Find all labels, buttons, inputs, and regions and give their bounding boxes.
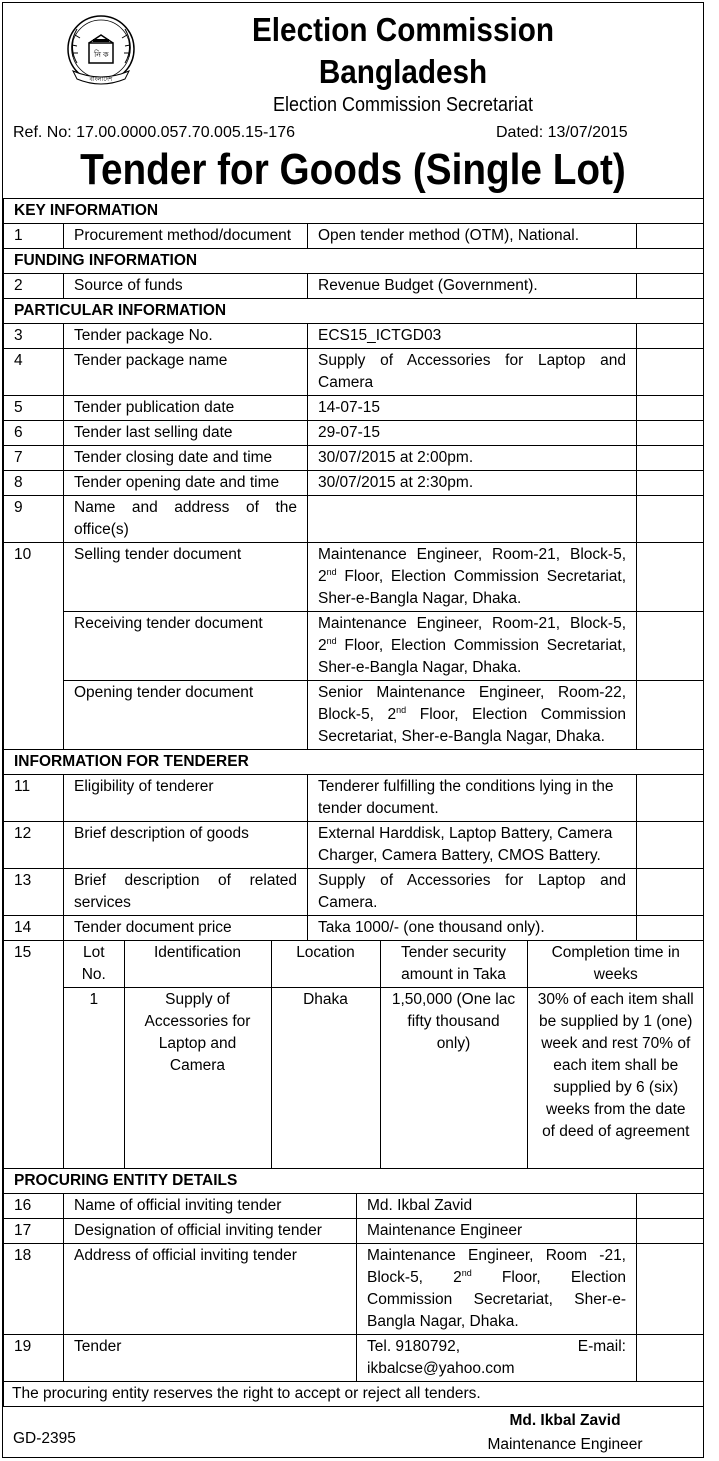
notice-title: Tender for Goods (Single Lot): [80, 145, 626, 194]
row-number: 18: [4, 1244, 64, 1335]
table-row: [4, 1194, 704, 1219]
row-label: Address of official inviting tender: [64, 1244, 357, 1335]
table-row: [4, 274, 704, 299]
value-part: 2: [318, 637, 327, 654]
empty-cell: [637, 421, 704, 446]
row-value: [308, 612, 637, 681]
value-part: Floor, Election Commission Secretariat, Sher-e-Bangla Nagar, Dhaka.: [318, 706, 627, 745]
table-row: [4, 1382, 704, 1407]
notice-header: [3, 3, 703, 198]
row-value: Supply of Accessories for Laptop and Camera.: [308, 869, 637, 916]
row-value: [308, 496, 637, 543]
value-part: Floor, Election Commission Secretariat, Sher-e-Bangla Nagar, Dhaka.: [367, 1269, 626, 1330]
row-value: Maintenance Engineer: [357, 1219, 637, 1244]
empty-cell: [637, 274, 704, 299]
row-value: 30/07/2015 at 2:30pm.: [308, 471, 637, 496]
empty-cell: [637, 869, 704, 916]
tender-notice-page: [2, 2, 704, 1458]
svg-text:বাংলাদেশ: বাংলাদেশ: [89, 76, 113, 83]
reference-number: Ref. No: 17.00.0000.057.70.005.15-176: [13, 124, 295, 141]
row-number: 7: [4, 446, 64, 471]
empty-cell: [637, 446, 704, 471]
empty-cell: [637, 349, 704, 396]
section-row: [4, 299, 704, 324]
row-label: Tender package No.: [64, 324, 308, 349]
row-label: Opening tender document: [64, 681, 308, 750]
row-value: Md. Ikbal Zavid: [357, 1194, 637, 1219]
empty-cell: [637, 324, 704, 349]
lot-row: [64, 988, 704, 1169]
row-label: Name and address of the office(s): [64, 496, 308, 543]
tender-info-table: [3, 198, 704, 1407]
table-row: [4, 1244, 704, 1335]
row-number: 17: [4, 1219, 64, 1244]
empty-cell: [637, 612, 704, 681]
empty-cell: [637, 1194, 704, 1219]
section-particular: PARTICULAR INFORMATION: [4, 299, 704, 324]
empty-cell: [637, 681, 704, 750]
title-line-1: Election Commission: [251, 11, 555, 48]
row-label: Selling tender document: [64, 543, 308, 612]
section-row: [4, 750, 704, 775]
svg-text:নি: নি: [94, 50, 102, 59]
row-number: 8: [4, 471, 64, 496]
row-number: 6: [4, 421, 64, 446]
table-row: [4, 612, 704, 681]
row-label: Tender package name: [64, 349, 308, 396]
table-row: [4, 496, 704, 543]
date: Dated: 13/07/2015: [496, 124, 628, 141]
row-label: Brief description of related services: [64, 869, 308, 916]
row-label: Tender document price: [64, 916, 308, 941]
row-label: Receiving tender document: [64, 612, 308, 681]
table-row: [4, 471, 704, 496]
empty-cell: [637, 471, 704, 496]
row-label: Source of funds: [64, 274, 308, 299]
lot-identification: Supply of Accessories for Laptop and Camera: [124, 988, 271, 1169]
table-row: [4, 775, 704, 822]
lot-security: 1,50,000 (One lac fifty thousand only): [380, 988, 527, 1169]
row-number: 13: [4, 869, 64, 916]
row-number: 14: [4, 916, 64, 941]
row-value: [357, 1335, 637, 1382]
empty-cell: [637, 224, 704, 249]
section-row: [4, 249, 704, 274]
value-part: Floor, Election Commission Secretariat, Sher-e-Bangla Nagar, Dhaka.: [318, 568, 626, 607]
row-number: 15: [4, 941, 64, 1169]
identification-header: Identification: [124, 941, 271, 988]
row-label: Tender last selling date: [64, 421, 308, 446]
empty-cell: [637, 775, 704, 822]
empty-cell: [637, 1244, 704, 1335]
empty-cell: [637, 916, 704, 941]
table-row: [4, 543, 704, 612]
superscript: nd: [326, 635, 337, 646]
superscript: nd: [396, 704, 407, 715]
row-value: Taka 1000/- (one thousand only).: [308, 916, 637, 941]
row-value: [308, 543, 637, 612]
row-value: Revenue Budget (Government).: [308, 274, 637, 299]
lot-location: Dhaka: [271, 988, 380, 1169]
empty-cell: [637, 396, 704, 421]
table-row: [4, 1335, 704, 1382]
table-row: [4, 349, 704, 396]
telephone: Tel. 9180792,: [367, 1338, 461, 1355]
empty-cell: [637, 822, 704, 869]
empty-cell: [637, 1335, 704, 1382]
row-value: Tenderer fulfilling the conditions lying in the tender document.: [308, 775, 637, 822]
title-line-2: Bangladesh: [318, 53, 488, 90]
lot-table-cell: [64, 941, 704, 1169]
table-row: [4, 822, 704, 869]
row-number: 4: [4, 349, 64, 396]
table-row: [4, 224, 704, 249]
email-address: ikbalcse@yahoo.com: [367, 1360, 515, 1377]
row-number: 2: [4, 274, 64, 299]
row-label: Tender: [64, 1335, 357, 1382]
email-label: E-mail:: [577, 1338, 626, 1355]
svg-text:ক: ক: [103, 50, 109, 59]
row-value: [308, 681, 637, 750]
row-label: Tender closing date and time: [64, 446, 308, 471]
table-row: [4, 446, 704, 471]
row-label: Designation of official inviting tender: [64, 1219, 357, 1244]
value-part: Maintenance Engineer, Room-21, Block-5,: [318, 546, 626, 563]
empty-cell: [637, 1219, 704, 1244]
row-number: 11: [4, 775, 64, 822]
value-part: Floor, Election Commission Secretariat, Sher-e-Bangla Nagar, Dhaka.: [318, 637, 626, 676]
security-header: Tender security amount in Taka: [380, 941, 527, 988]
row-value: 29-07-15: [308, 421, 637, 446]
value-part: Maintenance Engineer, Room-21, Block-5,: [318, 615, 626, 632]
row-label: Brief description of goods: [64, 822, 308, 869]
row-label: Name of official inviting tender: [64, 1194, 357, 1219]
section-row: [4, 199, 704, 224]
signatory-title: Maintenance Engineer: [487, 1436, 643, 1453]
row-number: 10: [4, 543, 64, 750]
table-row: [4, 941, 704, 1169]
table-row: [4, 324, 704, 349]
lot-completion: 30% of each item shall be supplied by 1 (one) week and rest 70% of each item shall be supplied by 6 (six) weeks from the date of deed of agreement: [527, 988, 704, 1169]
reserve-statement: The procuring entity reserves the right to accept or reject all tenders.: [4, 1382, 704, 1407]
signatory-name: Md. Ikbal Zavid: [509, 1412, 621, 1429]
subtitle: Election Commission Secretariat: [272, 94, 534, 116]
table-row: [4, 421, 704, 446]
election-commission-seal-icon: [63, 13, 139, 93]
empty-cell: [637, 543, 704, 612]
superscript: nd: [326, 566, 337, 577]
table-row: [4, 916, 704, 941]
row-label: Tender opening date and time: [64, 471, 308, 496]
lot-table: [64, 941, 704, 1168]
value-part: Senior Maintenance Engineer, Room-22, Block-5, 2: [318, 684, 626, 723]
row-number: 5: [4, 396, 64, 421]
lot-header-row: [64, 941, 704, 988]
section-procuring: PROCURING ENTITY DETAILS: [4, 1169, 704, 1194]
row-value: External Harddisk, Laptop Battery, Camera Charger, Camera Battery, CMOS Battery.: [308, 822, 637, 869]
location-header: Location: [271, 941, 380, 988]
row-number: 3: [4, 324, 64, 349]
row-value: [357, 1244, 637, 1335]
superscript: nd: [461, 1267, 472, 1278]
row-number: 1: [4, 224, 64, 249]
contact-line: [367, 1336, 626, 1358]
row-number: 16: [4, 1194, 64, 1219]
lot-header: Lot No.: [64, 941, 124, 988]
table-row: [4, 1219, 704, 1244]
completion-header: Completion time in weeks: [527, 941, 704, 988]
section-row: [4, 1169, 704, 1194]
lot-number: 1: [64, 988, 124, 1169]
row-label: Tender publication date: [64, 396, 308, 421]
row-value: 14-07-15: [308, 396, 637, 421]
row-number: 19: [4, 1335, 64, 1382]
section-key: KEY INFORMATION: [4, 199, 704, 224]
value-part: 2: [318, 568, 327, 585]
gd-code: GD-2395: [13, 1430, 76, 1447]
row-number: 12: [4, 822, 64, 869]
row-label: Procurement method/document: [64, 224, 308, 249]
table-row: [4, 869, 704, 916]
table-row: [4, 681, 704, 750]
row-value: Open tender method (OTM), National.: [308, 224, 637, 249]
row-number: 9: [4, 496, 64, 543]
section-funding: FUNDING INFORMATION: [4, 249, 704, 274]
row-value: Supply of Accessories for Laptop and Camera: [308, 349, 637, 396]
empty-cell: [637, 496, 704, 543]
section-tenderer: INFORMATION FOR TENDERER: [4, 750, 704, 775]
row-value: ECS15_ICTGD03: [308, 324, 637, 349]
row-label: Eligibility of tenderer: [64, 775, 308, 822]
row-value: 30/07/2015 at 2:00pm.: [308, 446, 637, 471]
table-row: [4, 396, 704, 421]
value-part: Maintenance Engineer, Room -21, Block-5, 2: [367, 1247, 626, 1286]
